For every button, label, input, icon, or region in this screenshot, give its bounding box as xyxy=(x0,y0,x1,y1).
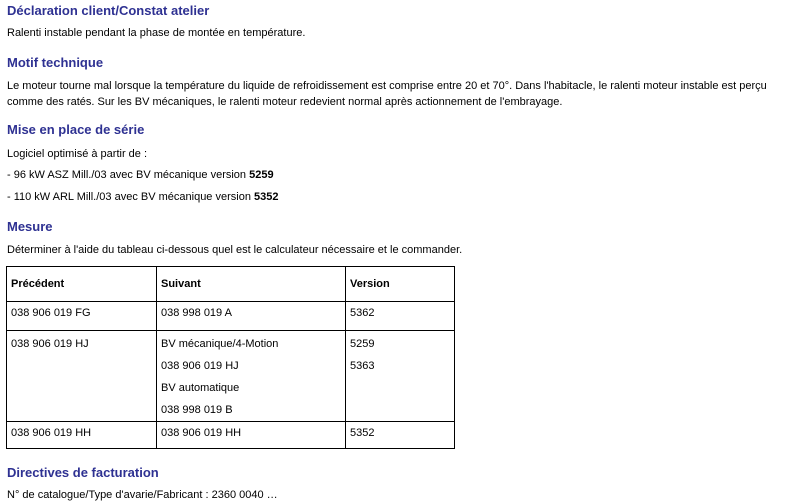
table-row xyxy=(7,302,455,331)
motif-text-line-1: Le moteur tourne mal lorsque la température du liquide de refroidissement est comprise entre 20 et 70°. Dans l'habitacle, le ralenti moteur instable est perçu xyxy=(7,80,767,92)
heading-motif-technique: Motif technique xyxy=(7,55,104,70)
mesure-text: Déterminer à l'aide du tableau ci-dessous quel est le calculateur nécessaire et le commander. xyxy=(7,244,463,256)
cell-text: 5352 xyxy=(350,427,375,439)
cell-version xyxy=(346,302,455,331)
serie-item-2 xyxy=(7,189,278,205)
serie-intro: Logiciel optimisé à partir de : xyxy=(7,148,148,160)
heading-declaration: Déclaration client/Constat atelier xyxy=(7,3,210,18)
facturation-text: N° de catalogue/Type d'avarie/Fabricant : 2360 0040 … xyxy=(7,489,278,501)
ecu-table xyxy=(6,266,455,449)
heading-mesure: Mesure xyxy=(7,219,53,234)
col-header-version: Version xyxy=(346,267,455,302)
col-header-suivant: Suivant xyxy=(157,267,346,302)
serie-item-1-version: 5259 xyxy=(249,169,274,181)
serie-item-2-version: 5352 xyxy=(254,191,279,203)
cell-suivant xyxy=(157,302,346,331)
cell-text: 038 906 019 HH xyxy=(11,427,92,439)
cell-precedent xyxy=(7,331,157,422)
cell-text: 5259 xyxy=(350,338,375,350)
table-row xyxy=(7,422,455,449)
serie-item-2-text: - 110 kW ARL Mill./03 avec BV mécanique version xyxy=(7,191,254,203)
cell-precedent xyxy=(7,422,157,449)
serie-item-1-text: - 96 kW ASZ Mill./03 avec BV mécanique version xyxy=(7,169,250,181)
serie-item-1 xyxy=(7,167,274,183)
table-header-row xyxy=(7,267,455,302)
motif-text-line-2: comme des ratés. Sur les BV mécaniques, le ralenti moteur redevient normal après actionnement de l'embrayage. xyxy=(7,96,563,108)
cell-suivant xyxy=(157,422,346,449)
cell-text: BV automatique xyxy=(161,382,240,394)
cell-text: 038 906 019 HJ xyxy=(11,338,89,350)
cell-text: 038 998 019 A xyxy=(161,307,232,319)
cell-version xyxy=(346,331,455,422)
cell-text: 038 906 019 HJ xyxy=(161,360,239,372)
cell-text: 038 906 019 FG xyxy=(11,307,91,319)
cell-text: BV mécanique/4-Motion xyxy=(161,338,279,350)
cell-text: 5363 xyxy=(350,360,375,372)
table-row xyxy=(7,331,455,422)
cell-precedent xyxy=(7,302,157,331)
col-header-precedent: Précédent xyxy=(7,267,157,302)
cell-text: 5362 xyxy=(350,307,375,319)
cell-version xyxy=(346,422,455,449)
cell-text: 038 906 019 HH xyxy=(161,427,242,439)
heading-facturation: Directives de facturation xyxy=(7,465,159,480)
cell-text: 038 998 019 B xyxy=(161,404,233,416)
cell-suivant xyxy=(157,331,346,422)
heading-mise-en-place: Mise en place de série xyxy=(7,122,145,137)
declaration-text: Ralenti instable pendant la phase de montée en température. xyxy=(7,27,306,39)
